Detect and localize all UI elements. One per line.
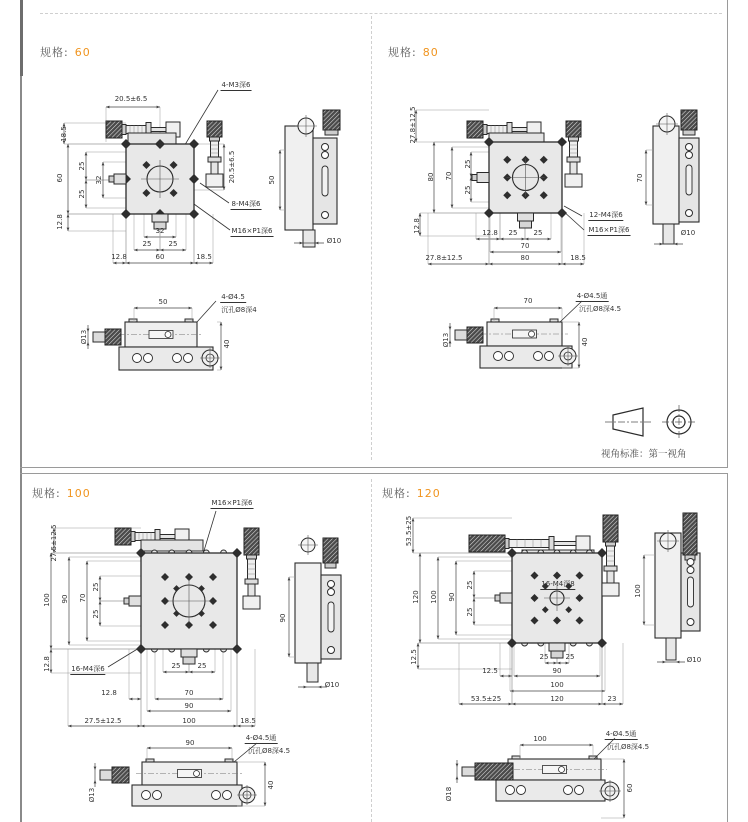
dim-label: 25 (78, 161, 86, 171)
dim-label: 8-M4深6 (231, 200, 261, 208)
dim-label: 90 (448, 592, 456, 602)
dim-label: 90 (184, 702, 194, 710)
bottom-view-drawing (456, 738, 626, 818)
dim-label: 25 (466, 607, 474, 617)
dim-label: Ø13 (88, 787, 96, 803)
dim-label: 25 (197, 662, 207, 670)
dim-label: 沉孔Ø8深4.5 (606, 743, 650, 751)
bottom-view-drawing (94, 743, 267, 806)
spec-panel-60 (20, 0, 371, 467)
dim-label: 25 (464, 159, 472, 169)
dim-label: 25 (464, 185, 472, 195)
dim-label: 25 (142, 240, 152, 248)
dim-label: 32 (95, 175, 103, 185)
dim-label: 18.5 (196, 253, 212, 261)
dim-label: 12-M4深6 (589, 211, 623, 219)
dim-label: 25 (92, 582, 100, 592)
dim-label: 70 (445, 171, 453, 181)
spec-value: 80 (422, 46, 439, 59)
side-view-drawing (288, 535, 341, 688)
dim-label: 16-M4深6 (71, 665, 105, 673)
dim-label: 27.5±12.5 (84, 717, 122, 725)
dim-label: 70 (184, 689, 194, 697)
top-box-bottom-border (20, 467, 728, 468)
top-box-right-border (727, 0, 728, 467)
front-view-drawing (467, 121, 582, 228)
dim-label: Ø13 (80, 329, 88, 345)
dim-label: 80 (520, 254, 530, 262)
dim-label: 100 (43, 593, 51, 607)
dim-label: 27.8±12.5 (409, 106, 417, 144)
bottom-view-drawing (87, 301, 223, 370)
dim-label: 70 (636, 173, 644, 183)
dim-label: 23 (607, 695, 617, 703)
dim-label: 90 (61, 594, 69, 604)
dim-label: M16×P1深6 (231, 227, 273, 235)
dim-label: 100 (634, 584, 642, 598)
dim-label: 50 (268, 175, 276, 185)
dim-label: 12.8 (482, 229, 498, 237)
dim-label: Ø13 (442, 332, 450, 348)
dim-label: M16×P1深6 (588, 226, 630, 234)
dim-label: 4-Ø4.5通 (605, 730, 637, 738)
front-view-drawing (115, 528, 260, 664)
dim-label: 12.8 (43, 656, 51, 672)
dim-label: 27.8±12.5 (425, 254, 463, 262)
spec-value: 120 (416, 487, 441, 500)
dim-label: 12.8 (101, 689, 117, 697)
dim-label: Ø10 (324, 681, 340, 689)
dim-label: 25 (171, 662, 181, 670)
dim-label: 18.5 (60, 126, 68, 142)
dim-label: 100 (182, 717, 196, 725)
spec-label: 规格: (40, 46, 69, 59)
dim-label: 40 (581, 337, 589, 347)
dim-label: 100 (533, 735, 547, 743)
dim-label: 70 (523, 297, 533, 305)
dim-label: 25 (78, 189, 86, 199)
spec-value: 100 (66, 487, 91, 500)
dim-label: 25 (466, 580, 474, 590)
technical-drawing-60 (20, 0, 371, 467)
dim-label: 沉孔Ø8深4.5 (247, 747, 291, 755)
spec-label: 规格: (32, 487, 61, 500)
dim-label: 12.8 (111, 253, 127, 261)
dim-label: 4-Ø4.5 (221, 293, 245, 301)
dim-label: Ø10 (326, 237, 342, 245)
dim-label: 沉孔Ø8深4.5 (578, 305, 622, 313)
bottom-view-drawing (449, 301, 582, 368)
dim-label: 12.5 (410, 649, 418, 665)
dim-label: 32 (155, 227, 165, 235)
dim-label: 53.5±25 (470, 695, 502, 703)
spec-panel-100 (20, 473, 371, 822)
dim-label: Ø18 (445, 786, 453, 802)
dim-label: 60 (155, 253, 165, 261)
dim-label: 沉孔Ø8深4 (221, 306, 257, 314)
first-angle-symbol (605, 402, 705, 444)
dim-label: M16×P1深6 (211, 499, 253, 507)
dim-label: 90 (279, 613, 287, 623)
spec-label: 规格: (382, 487, 411, 500)
dim-label: 18.5 (240, 717, 256, 725)
dim-label: 70 (79, 593, 87, 603)
dim-label: 50 (158, 298, 168, 306)
projection-note: 视角标准：第一视角 (601, 449, 687, 460)
dim-label: 12.8 (413, 218, 421, 234)
dim-label: 100 (550, 681, 564, 689)
dim-label: 18.5 (570, 254, 586, 262)
spec-panel-120 (372, 473, 727, 822)
dim-label: 4-Ø4.5通 (245, 734, 277, 742)
dim-label: 25 (92, 609, 100, 619)
dim-label: 120 (550, 695, 564, 703)
dim-label: Ø10 (680, 229, 696, 237)
dim-label: 25 (533, 229, 543, 237)
dim-label: 25 (508, 229, 518, 237)
drawing-root (63, 90, 340, 370)
drawing-root (50, 511, 341, 806)
dim-label: 90 (552, 667, 562, 675)
side-view-drawing (279, 110, 340, 247)
dim-label: 27.5±12.5 (50, 524, 58, 562)
dim-label: 25 (565, 653, 575, 661)
side-view-drawing (645, 110, 699, 245)
dim-label: 12.8 (56, 214, 64, 230)
dim-label: 53.5±25 (405, 515, 413, 547)
dim-label: 4-Ø4.5通 (576, 292, 608, 300)
spec-value: 60 (74, 46, 91, 59)
dim-label: 16-M4深8 (541, 580, 575, 588)
dim-label: 25 (539, 653, 549, 661)
side-view-drawing (643, 513, 700, 663)
technical-drawing-100 (20, 473, 371, 822)
technical-drawing-120 (372, 473, 727, 822)
dim-label: 40 (223, 339, 231, 349)
spec-label: 规格: (388, 46, 417, 59)
dim-label: 60 (626, 783, 634, 793)
spec-panel-80 (372, 0, 727, 467)
dim-label: 20.5±6.5 (114, 95, 148, 103)
dim-label: 4-M3深6 (221, 81, 251, 89)
bottom-box-right-border (727, 473, 728, 822)
dim-label: 25 (168, 240, 178, 248)
drawing-root (412, 513, 700, 818)
dim-label: 12.5 (482, 667, 498, 675)
dim-label: 90 (185, 739, 195, 747)
dim-label: 70 (520, 242, 530, 250)
dim-label: 40 (267, 780, 275, 790)
dim-label: Ø10 (686, 656, 702, 664)
dim-label: 80 (427, 172, 435, 182)
drawing-root (415, 110, 699, 368)
technical-drawing-80 (372, 0, 727, 467)
dim-label: 100 (430, 590, 438, 604)
dim-label: 20.5±6.5 (228, 150, 236, 184)
dim-label: 60 (56, 173, 64, 183)
dim-label: 120 (412, 590, 420, 604)
